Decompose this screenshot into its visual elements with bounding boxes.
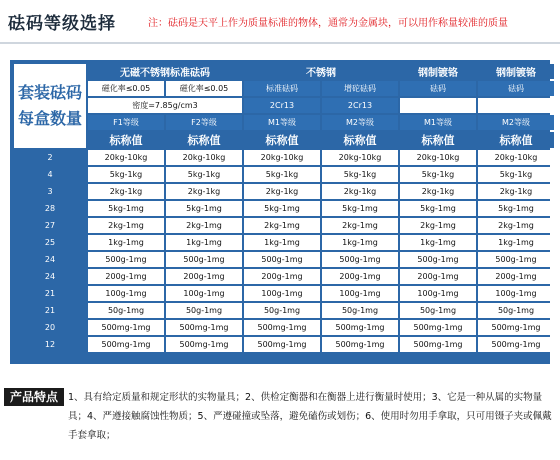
value-cell: 1kg-1mg: [166, 235, 242, 250]
count-cell: 3: [14, 184, 86, 199]
count-cell: 4: [14, 167, 86, 182]
value-cell: 50g-1mg: [400, 303, 476, 318]
value-cell: 100g-1mg: [88, 286, 164, 301]
value-cell: 2kg-1kg: [88, 184, 164, 199]
value-cell: 500mg-1mg: [88, 320, 164, 335]
table-row: [14, 218, 554, 233]
value-cell: 5kg-1mg: [244, 201, 320, 216]
value-cell: 1kg-1mg: [478, 235, 554, 250]
value-cell: 500mg-1mg: [166, 320, 242, 335]
value-cell: 50g-1mg: [244, 303, 320, 318]
value-cell: 5kg-1mg: [478, 201, 554, 216]
count-cell: 27: [14, 218, 86, 233]
value-cell: 100g-1mg: [400, 286, 476, 301]
group-header: 钢制镀铬: [478, 64, 554, 79]
nominal-header: 标称值: [322, 132, 398, 148]
count-cell: 2: [14, 150, 86, 165]
value-cell: 100g-1mg: [322, 286, 398, 301]
value-cell: 50g-1mg: [88, 303, 164, 318]
table-row: [14, 286, 554, 301]
value-cell: 100g-1mg: [166, 286, 242, 301]
count-cell: 25: [14, 235, 86, 250]
count-cell: 20: [14, 320, 86, 335]
grade-cell: M1等级: [244, 115, 320, 130]
nominal-header: 标称值: [88, 132, 164, 148]
grade-table: [12, 62, 556, 354]
value-cell: 5kg-1mg: [166, 201, 242, 216]
value-cell: 500g-1mg: [322, 252, 398, 267]
corner-label-line-2: 每盒数量: [17, 109, 82, 128]
alloy-cell: 2Cr13: [244, 98, 320, 113]
value-cell: 500mg-1mg: [322, 337, 398, 352]
table-row: [14, 269, 554, 284]
material-cell: 磁化率≤0.05: [88, 81, 164, 96]
value-cell: 200g-1mg: [166, 269, 242, 284]
table-row: [14, 167, 554, 182]
weight-grade-table: [10, 60, 550, 364]
value-cell: 50g-1mg: [322, 303, 398, 318]
count-cell: 28: [14, 201, 86, 216]
value-cell: 2kg-1mg: [88, 218, 164, 233]
value-cell: 200g-1mg: [400, 269, 476, 284]
features-text: 1、具有给定质量和规定形状的实物量具；2、供检定衡器和在衡器上进行衡量时使用；3、它是一种从属的实物量具；4、严遵接触腐蚀性物质；5、严遵碰撞或坠落，避免磕伤或划伤；6、使用时勿用手拿取，只可用镊子夹或佩戴手套拿取；: [68, 392, 552, 441]
product-features: [0, 384, 560, 460]
value-cell: 5kg-1kg: [478, 167, 554, 182]
material-cell: 磁化率≤0.05: [166, 81, 242, 96]
grade-cell: F1等级: [88, 115, 164, 130]
notice-text: 注：砝码是天平上作为质量标准的物体，通常为金属块，可以用作称量较准的质量: [148, 18, 508, 29]
features-label: 产品特点: [4, 388, 64, 406]
value-cell: 2kg-1kg: [244, 184, 320, 199]
value-cell: 20kg-10kg: [322, 150, 398, 165]
group-header: 钢制镀铬: [400, 64, 476, 79]
value-cell: 500mg-1mg: [88, 337, 164, 352]
value-cell: 5kg-1mg: [322, 201, 398, 216]
value-cell: 200g-1mg: [244, 269, 320, 284]
nominal-row: [14, 132, 554, 148]
nominal-header: 标称值: [478, 132, 554, 148]
value-cell: 500g-1mg: [88, 252, 164, 267]
material-row: [14, 81, 554, 96]
value-cell: 100g-1mg: [478, 286, 554, 301]
value-cell: 2kg-1mg: [244, 218, 320, 233]
value-cell: 20kg-10kg: [478, 150, 554, 165]
density-cell: 密度=7.85g/cm3: [88, 98, 242, 113]
value-cell: 50g-1mg: [478, 303, 554, 318]
group-header-row: [14, 64, 554, 79]
value-cell: 5kg-1mg: [88, 201, 164, 216]
value-cell: 20kg-10kg: [244, 150, 320, 165]
density-row: [14, 98, 554, 113]
value-cell: 2kg-1kg: [400, 184, 476, 199]
empty-cell: [400, 98, 476, 113]
table-row: [14, 303, 554, 318]
value-cell: 200g-1mg: [478, 269, 554, 284]
empty-cell: [478, 98, 554, 113]
value-cell: 1kg-1mg: [322, 235, 398, 250]
corner-label: [14, 64, 86, 148]
count-cell: 24: [14, 269, 86, 284]
value-cell: 500g-1mg: [244, 252, 320, 267]
value-cell: 100g-1mg: [244, 286, 320, 301]
value-cell: 5kg-1kg: [400, 167, 476, 182]
material-cell: 增砣砝码: [322, 81, 398, 96]
table-row: [14, 337, 554, 352]
value-cell: 5kg-1kg: [88, 167, 164, 182]
value-cell: 500mg-1mg: [400, 337, 476, 352]
table-row: [14, 184, 554, 199]
value-cell: 500mg-1mg: [478, 320, 554, 335]
value-cell: 2kg-1kg: [478, 184, 554, 199]
value-cell: 200g-1mg: [88, 269, 164, 284]
value-cell: 2kg-1kg: [322, 184, 398, 199]
value-cell: 2kg-1mg: [400, 218, 476, 233]
material-cell: 砝码: [400, 81, 476, 96]
grade-cell: M2等级: [322, 115, 398, 130]
value-cell: 2kg-1mg: [166, 218, 242, 233]
value-cell: 500mg-1mg: [478, 337, 554, 352]
value-cell: 20kg-10kg: [400, 150, 476, 165]
table-row: [14, 320, 554, 335]
table-row: [14, 235, 554, 250]
count-cell: 12: [14, 337, 86, 352]
page-title: 砝码等级选择: [8, 14, 116, 34]
grade-cell: F2等级: [166, 115, 242, 130]
value-cell: 20kg-10kg: [166, 150, 242, 165]
group-header: 不锈钢: [244, 64, 398, 79]
value-cell: 500g-1mg: [400, 252, 476, 267]
grade-cell: M2等级: [478, 115, 554, 130]
value-cell: 2kg-1mg: [322, 218, 398, 233]
value-cell: 2kg-1mg: [478, 218, 554, 233]
value-cell: 2kg-1kg: [166, 184, 242, 199]
material-cell: 标准砝码: [244, 81, 320, 96]
nominal-header: 标称值: [244, 132, 320, 148]
value-cell: 5kg-1mg: [400, 201, 476, 216]
value-cell: 1kg-1mg: [244, 235, 320, 250]
material-cell: 砝码: [478, 81, 554, 96]
top-bar: [0, 0, 560, 44]
value-cell: 500mg-1mg: [400, 320, 476, 335]
value-cell: 1kg-1mg: [400, 235, 476, 250]
corner-label-line-1: 套装砝码: [17, 83, 82, 102]
value-cell: 500g-1mg: [166, 252, 242, 267]
nominal-header: 标称值: [400, 132, 476, 148]
value-cell: 20kg-10kg: [88, 150, 164, 165]
alloy-cell: 2Cr13: [322, 98, 398, 113]
value-cell: 5kg-1kg: [322, 167, 398, 182]
table-row: [14, 252, 554, 267]
value-cell: 5kg-1kg: [244, 167, 320, 182]
value-cell: 500mg-1mg: [322, 320, 398, 335]
value-cell: 1kg-1mg: [88, 235, 164, 250]
table-row: [14, 201, 554, 216]
value-cell: 50g-1mg: [166, 303, 242, 318]
value-cell: 500mg-1mg: [244, 320, 320, 335]
grade-table-body: [14, 64, 554, 352]
group-header: 无磁不锈钢标准砝码: [88, 64, 242, 79]
nominal-header: 标称值: [166, 132, 242, 148]
value-cell: 500mg-1mg: [166, 337, 242, 352]
table-row: [14, 150, 554, 165]
value-cell: 200g-1mg: [322, 269, 398, 284]
grade-cell: M1等级: [400, 115, 476, 130]
count-cell: 21: [14, 286, 86, 301]
value-cell: 5kg-1kg: [166, 167, 242, 182]
value-cell: 500g-1mg: [478, 252, 554, 267]
value-cell: 500mg-1mg: [244, 337, 320, 352]
count-cell: 21: [14, 303, 86, 318]
grade-row: [14, 115, 554, 130]
count-cell: 24: [14, 252, 86, 267]
